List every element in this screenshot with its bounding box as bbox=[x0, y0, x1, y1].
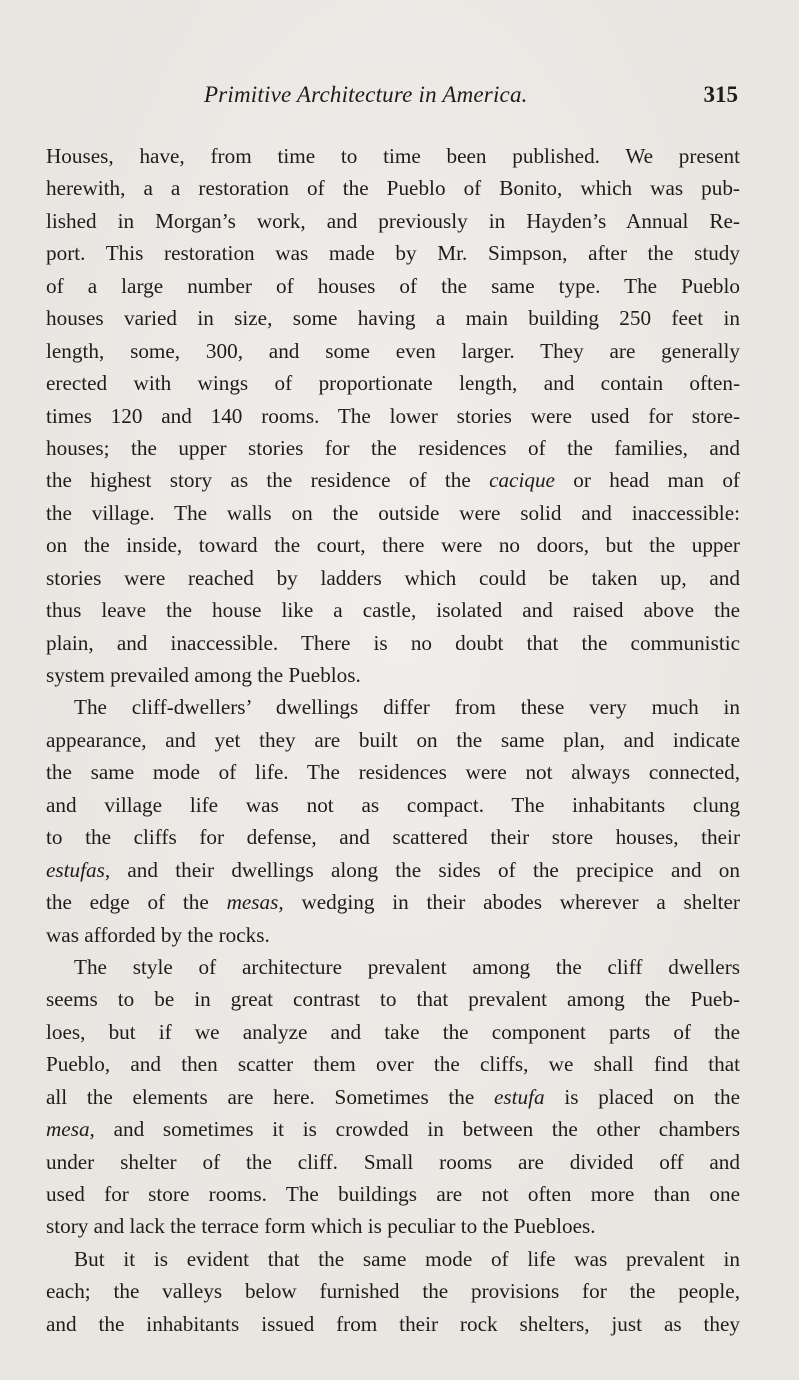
text-line: houses; the upper stories for the residences of the families, and bbox=[46, 435, 740, 460]
text-line: times 120 and 140 rooms. The lower stories were used for store- bbox=[46, 403, 740, 428]
italic-term: cacique bbox=[489, 468, 555, 493]
text-line: used for store rooms. The buildings are not often more than one bbox=[46, 1182, 740, 1206]
text-line: under shelter of the cliff. Small rooms are divided off and bbox=[46, 1149, 740, 1174]
text-line: loes, but if we analyze and take the component parts of the bbox=[46, 1019, 740, 1044]
text-line: the same mode of life. The residences were not always connected, bbox=[46, 760, 740, 785]
text-line: system prevailed among the Pueblos. bbox=[46, 663, 361, 687]
text-line: the village. The walls on the outside were solid and inaccessible: bbox=[46, 500, 740, 525]
text-line: of a large number of houses of the same type. The Pueblo bbox=[46, 273, 740, 298]
text-line: lished in Morgan’s work, and previously in Hayden’s Annual Re- bbox=[46, 208, 740, 233]
paragraph bbox=[46, 140, 740, 691]
text-line: and the inhabitants issued from their rock shelters, just as they bbox=[46, 1311, 740, 1336]
running-title: Primitive Architecture in America. bbox=[204, 82, 528, 107]
page-number: 315 bbox=[703, 82, 738, 107]
text-line: plain, and inaccessible. There is no doubt that the communistic bbox=[46, 630, 740, 655]
body-text bbox=[46, 140, 740, 1340]
text-line: all the elements are here. Sometimes the estufa is placed on the bbox=[46, 1084, 740, 1109]
text-line: erected with wings of proportionate length, and contain often- bbox=[46, 371, 740, 396]
text-line: houses varied in size, some having a main building 250 feet in bbox=[46, 306, 740, 331]
italic-term: estufa bbox=[494, 1084, 545, 1109]
text-line: Houses, have, from time to time been published. We present bbox=[46, 144, 740, 168]
text-line: to the cliffs for defense, and scattered their store houses, their bbox=[46, 825, 740, 850]
text-line: and village life was not as compact. The inhabitants clung bbox=[46, 792, 740, 817]
paragraph bbox=[46, 951, 740, 1243]
text-line: mesa, and sometimes it is crowded in between the other chambers bbox=[46, 1117, 740, 1142]
text-line: the highest story as the residence of the cacique or head man of bbox=[46, 468, 740, 493]
text-line: thus leave the house like a castle, isolated and raised above the bbox=[46, 598, 740, 623]
italic-term: mesa, bbox=[46, 1117, 95, 1142]
italic-term: estufas, bbox=[46, 857, 111, 882]
text-line: story and lack the terrace form which is peculiar to the Puebloes. bbox=[46, 1214, 596, 1239]
text-line: the edge of the mesas, wedging in their abodes wherever a shelter bbox=[46, 890, 740, 915]
paragraph bbox=[46, 1243, 740, 1340]
text-line: The style of architecture prevalent among the cliff dwellers bbox=[74, 954, 740, 979]
text-line: each; the valleys below furnished the provisions for the people, bbox=[46, 1279, 740, 1304]
text-line: on the inside, toward the court, there were no doors, but the upper bbox=[46, 533, 740, 558]
text-line: length, some, 300, and some even larger. They are generally bbox=[46, 338, 740, 363]
italic-term: mesas, bbox=[226, 890, 284, 915]
text-line: port. This restoration was made by Mr. Simpson, after the study bbox=[46, 241, 740, 266]
text-line: stories were reached by ladders which could be taken up, and bbox=[46, 565, 740, 590]
text-line: was afforded by the rocks. bbox=[46, 922, 270, 947]
text-line: estufas, and their dwellings along the sides of the precipice and on bbox=[46, 857, 740, 882]
text-line: Pueblo, and then scatter them over the cliffs, we shall find that bbox=[46, 1052, 740, 1077]
text-line: seems to be in great contrast to that prevalent among the Pueb- bbox=[46, 987, 740, 1012]
text-line: But it is evident that the same mode of life was prevalent in bbox=[74, 1246, 740, 1271]
paragraph bbox=[46, 691, 740, 951]
page-header bbox=[44, 78, 738, 118]
text-line: The cliff-dwellers’ dwellings differ from these very much in bbox=[74, 695, 740, 720]
text-line: herewith, a a restoration of the Pueblo of Bonito, which was pub- bbox=[46, 176, 740, 201]
text-line: appearance, and yet they are built on the same plan, and indicate bbox=[46, 727, 740, 752]
